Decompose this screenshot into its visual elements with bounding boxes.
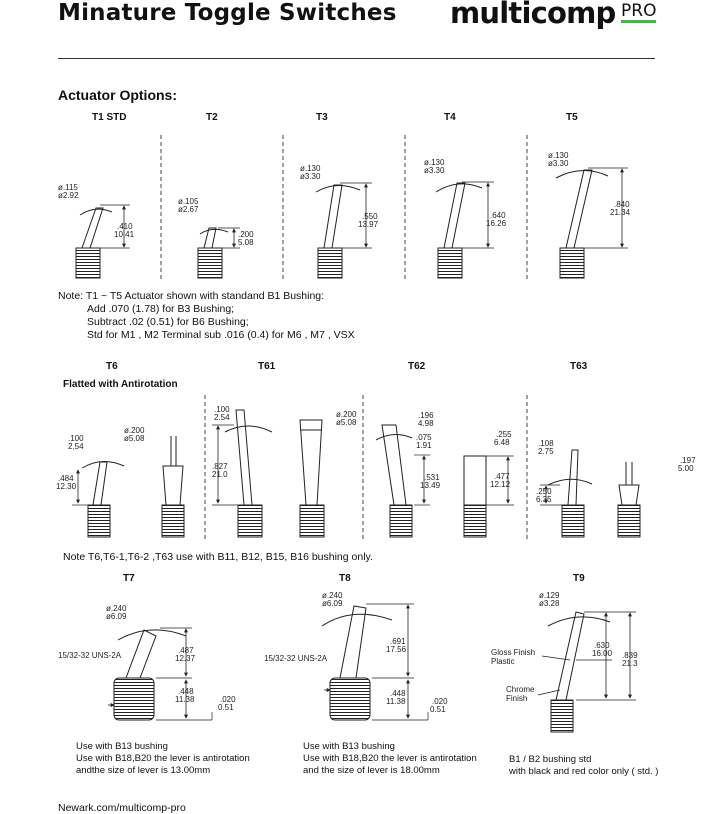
t62-b-in: .075 (416, 433, 432, 442)
t8-c-mm: 0.51 (430, 705, 446, 714)
t1-h-in: .410 (117, 222, 133, 231)
t3-h-mm: 13.97 (358, 220, 379, 229)
t7-c-in: .020 (220, 695, 236, 704)
t9-b-in: .839 (622, 651, 638, 660)
label-t9: T9 (573, 573, 585, 584)
t9-notes (509, 754, 658, 778)
label-t61: T61 (258, 361, 276, 372)
section-title: Actuator Options: (58, 87, 177, 103)
t3-dia-in: ø.130 (300, 164, 321, 173)
t62-a-in: .196 (418, 411, 434, 420)
t8-b-mm: 11.38 (386, 697, 406, 706)
label-t7: T7 (123, 573, 135, 584)
note1-line4: Std for M1 , M2 Terminal sub .016 (0.4) for M6 , M7 , VSX (87, 329, 355, 341)
t63-a-in: .108 (538, 439, 554, 448)
t62-e-in: .477 (494, 472, 510, 481)
t61-drawing (212, 410, 324, 537)
row1-drawings (0, 0, 713, 290)
t62-c-in: .255 (496, 430, 512, 439)
t1-drawing (76, 205, 130, 278)
t7-c-mm: 0.51 (218, 703, 234, 712)
t61-h-in: .827 (212, 462, 228, 471)
t63-a-mm: 2.75 (538, 447, 554, 456)
t9-gloss-1: Gloss Finish (491, 648, 536, 657)
t7-h-mm: 12.37 (175, 654, 196, 663)
t3-dia-mm: ø3.30 (300, 172, 321, 181)
brand-logo-suffix: PRO (621, 1, 657, 21)
t9-a-mm: 16.00 (592, 649, 613, 658)
t8-h-in: .691 (390, 637, 406, 646)
t7-drawing (108, 628, 212, 720)
t63-w-mm: 5.00 (678, 464, 694, 473)
t9-a-in: .630 (594, 641, 610, 650)
t7-note-line: Use with B18,B20 the lever is antirotation (76, 753, 250, 764)
t61-d-mm: ø5.08 (336, 418, 357, 427)
t3-h-in: .550 (362, 212, 378, 221)
t4-dia-mm: ø3.30 (424, 166, 445, 175)
t7-dia-in: ø.240 (106, 604, 127, 613)
label-t62: T62 (408, 361, 426, 372)
t1-dia-mm: ø2.92 (58, 191, 79, 200)
t9-b-mm: 21.3 (622, 659, 638, 668)
t1-h-mm: 10.41 (114, 230, 135, 239)
t63-h-mm: 6.35 (536, 495, 552, 504)
brand-logo: multicomp (450, 0, 616, 30)
t63-w-in: .197 (680, 456, 696, 465)
t8-h-mm: 17.56 (386, 645, 407, 654)
t62-h-in: .531 (424, 473, 440, 482)
note1-line1: Note: T1 ~ T5 Actuator shown with standand B1 Bushing: (58, 290, 325, 302)
t63-drawing (540, 450, 640, 537)
t8-dia-in: ø.240 (322, 591, 343, 600)
t62-h-mm: 13.49 (420, 481, 441, 490)
t61-h-mm: 21.0 (212, 470, 228, 479)
t2-h-mm: 5.08 (238, 238, 254, 247)
t6-drawing (72, 436, 184, 537)
t5-h-mm: 21.34 (610, 208, 631, 217)
footer-url[interactable]: Newark.com/multicomp-pro (58, 802, 186, 814)
t9-drawing (538, 612, 636, 732)
t4-dia-in: ø.130 (424, 158, 445, 167)
t9-chrome-2: Finish (506, 694, 528, 703)
note1-line2: Add .070 (1.78) for B3 Bushing; (87, 303, 235, 315)
t61-a-in: .100 (214, 405, 230, 414)
t6-h-in: .484 (58, 474, 74, 483)
label-t4: T4 (444, 112, 456, 123)
t4-h-in: .640 (490, 211, 506, 220)
t62-a-mm: 4.98 (418, 419, 434, 428)
t8-b-in: .448 (390, 689, 406, 698)
note2: Note T6,T6-1,T6-2 ,T63 use with B11, B12, B15, B16 bushing only. (63, 551, 373, 563)
t61-a-mm: 2.54 (214, 413, 230, 422)
t5-dia-in: ø.130 (548, 151, 569, 160)
label-t2: T2 (206, 112, 218, 123)
t4-drawing (436, 182, 494, 278)
note1-line3: Subtract .02 (0.51) for B6 Bushing; (87, 316, 249, 328)
t6-h-mm: 12.30 (56, 482, 77, 491)
t3-drawing (316, 183, 372, 278)
t9-dia-mm: ø3.28 (539, 599, 560, 608)
label-t8: T8 (339, 573, 351, 584)
t63-h-in: .250 (536, 487, 552, 496)
t2-drawing (198, 228, 240, 278)
t8-note-line: Use with B13 bushing (303, 741, 395, 752)
t8-notes (303, 741, 477, 777)
t7-notes (76, 741, 250, 777)
t7-note-line: andthe size of lever is 13.00mm (76, 765, 211, 776)
t8-note-line: Use with B18,B20 the lever is antirotation (303, 753, 477, 764)
t9-note-line: with black and red color only ( std. ) (509, 766, 659, 777)
t2-dia-in: ø.105 (178, 197, 199, 206)
label-t1: T1 STD (92, 112, 127, 123)
t8-drawing (322, 604, 428, 720)
label-t6: T6 (106, 361, 118, 372)
t9-note-line: B1 / B2 bushing std (509, 754, 592, 765)
page-title: Minature Toggle Switches (58, 0, 397, 26)
t6-d-mm: ø5.08 (124, 434, 145, 443)
t8-dia-mm: ø6.09 (322, 599, 343, 608)
t62-b-mm: 1.91 (416, 441, 432, 450)
t7-b-mm: 11.38 (175, 695, 195, 704)
t4-h-mm: 16.26 (486, 219, 507, 228)
t5-drawing (556, 168, 628, 278)
t9-chrome-1: Chrome (506, 685, 535, 694)
t7-h-in: .487 (178, 646, 194, 655)
t8-c-in: .020 (432, 697, 448, 706)
t5-dia-mm: ø3.30 (548, 159, 569, 168)
t7-b-in: .448 (178, 687, 194, 696)
t62-c-mm: 6.48 (494, 438, 510, 447)
label-t3: T3 (316, 112, 328, 123)
t7-dia-mm: ø6.09 (106, 612, 127, 621)
t9-gloss-2: Plastic (491, 657, 515, 666)
t62-e-mm: 12.12 (490, 480, 511, 489)
t6-d-in: ø.200 (124, 426, 145, 435)
t2-dia-mm: ø2.67 (178, 205, 199, 214)
t1-dia-in: ø.115 (58, 183, 78, 192)
label-t5: T5 (566, 112, 578, 123)
row2-sublabel: Flatted with Antirotation (63, 379, 178, 390)
label-t63: T63 (570, 361, 588, 372)
t8-note-line: and the size of lever is 18.00mm (303, 765, 440, 776)
t9-dia-in: ø.129 (539, 591, 560, 600)
row2-drawings (0, 390, 713, 550)
t6-a-mm: 2.54 (68, 442, 84, 451)
t5-h-in: .840 (614, 200, 630, 209)
t2-h-in: .200 (238, 230, 254, 239)
t7-thread: 15/32-32 UNS-2A (58, 651, 122, 660)
t8-thread: 15/32-32 UNS-2A (264, 654, 328, 663)
row3-drawings (0, 585, 713, 745)
t61-d-in: ø.200 (336, 410, 357, 419)
t6-a-in: .100 (68, 434, 84, 443)
t7-note-line: Use with B13 bushing (76, 741, 168, 752)
